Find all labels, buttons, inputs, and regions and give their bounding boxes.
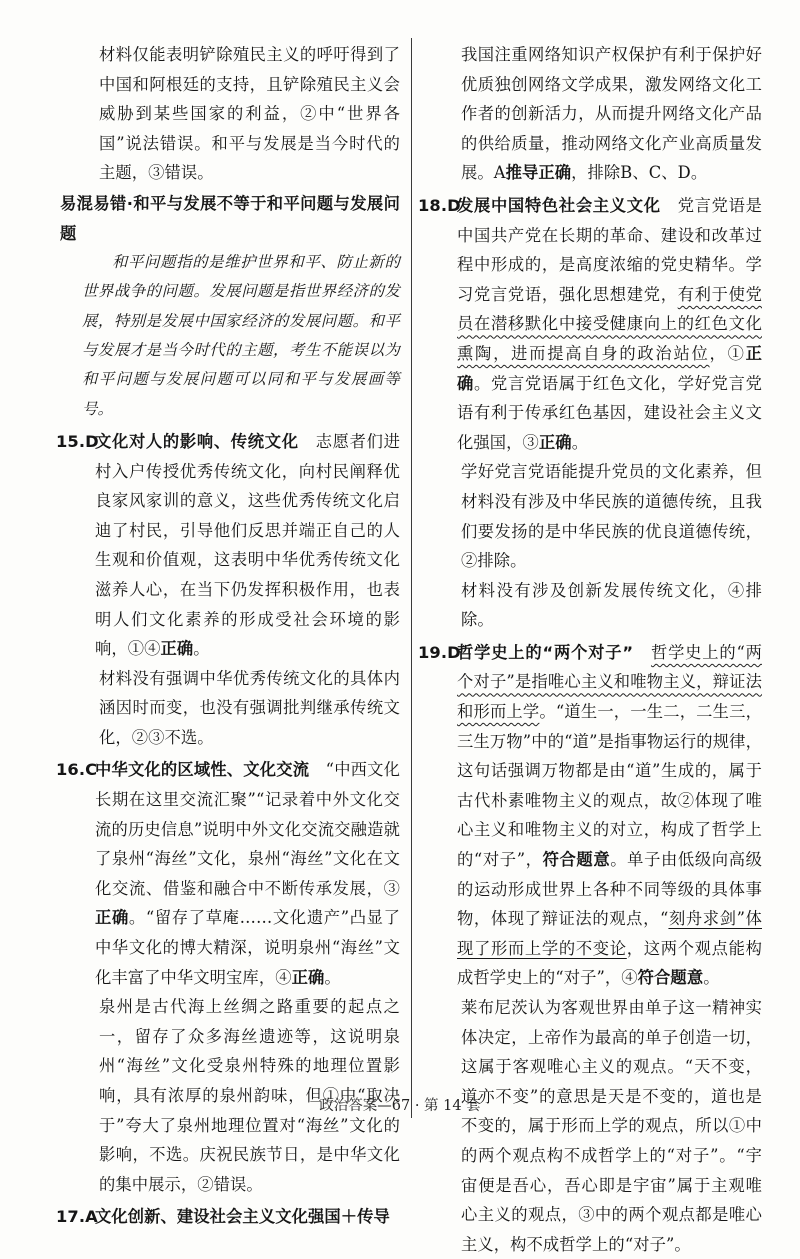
q18-number: 18.D <box>418 195 461 215</box>
q19-body <box>457 638 762 993</box>
q15-extra: 材料没有强调中华优秀传统文化的具体内涵因时而变，也没有强调批判继承传统文化，②③不选。 <box>99 668 400 747</box>
q17-cont-text: 我国注重网络知识产权保护有利于保护好优质独创网络文学成果，激发网络文化工作者的创新活力，从而提升网络文化产品的供给质量，推动网络文化产业高质量发展。A <box>461 45 762 183</box>
q16-text: “中西文化长期在这里交流汇聚”“记录着中外文化交流的历史信息”说明中外文化交流交融造就了泉州“海丝”文化，泉州“海丝”文化在文化交流、借鉴和融合中不断传承发展，③ <box>95 760 400 898</box>
q16-topic: 中华文化的区域性、文化交流 <box>95 760 310 780</box>
question-19 <box>418 638 762 993</box>
tip-box <box>60 189 400 424</box>
q19-end: 。 <box>703 968 720 988</box>
question-16 <box>56 755 400 992</box>
q14-continuation: 材料仅能表明铲除殖民主义的呼吁得到了中国和阿根廷的支持，且铲除殖民主义会威胁到某些国家的利益，②中“世界各国”说法错误。和平与发展是当今时代的主题，③错误。 <box>99 45 400 183</box>
q18-text-b: ，① <box>709 343 746 363</box>
q18-end: 。 <box>571 432 589 452</box>
question-17 <box>56 1202 400 1232</box>
question-15 <box>56 427 400 664</box>
q19-extra: 莱布尼茨认为客观世界由单子这一精神实体决定，上帝作为最高的单子创造一切，这属于客观唯心主义的观点。“天不变，道亦不变”的意思是天是不变的，道也是不变的，属于形而上学的观点，所以①中的两个观点构不成哲学上的“对子”。“宇宙便是吾心，吾心即是宇宙”属于主观唯心主义的观点，③中的两个观点都是唯心主义，构不成哲学上的“对子”。 <box>461 998 762 1254</box>
q16-verdict-1: 正确 <box>95 908 129 928</box>
q17-number: 17.A <box>56 1207 98 1227</box>
q19-mid: 。单子由低级向高级的运动形成世界上各种不同等级的具体事物，体现了辩证法的观点，“ <box>457 850 762 929</box>
q18-extra-1: 学好党言党语能提升党员的文化素养，但材料没有涉及中华民族的道德传统，且我们要发扬的是中华民族的优良道德传统，②排除。 <box>461 462 762 571</box>
q15-verdict: 正确 <box>160 639 194 659</box>
q15-end: 。 <box>193 639 210 659</box>
q19-topic: 哲学史上的“两个对子” <box>457 642 634 662</box>
q19-verdict-2: 符合题意 <box>637 968 704 988</box>
q17-topic: 文化创新、建设社会主义文化强国＋传导 <box>95 1207 390 1227</box>
q18-verdict-1: 正确 <box>457 343 762 393</box>
tip-text: 和平问题指的是维护世界和平、防止新的世界战争的问题。发展问题是指世界经济的发展，特别是发展中国家经济的发展问题。和平与发展才是当今时代的主题，考生不能误以为和平问题与发展问题可以同和平与发展画等号。 <box>82 253 400 418</box>
q15-body <box>95 427 400 664</box>
right-column <box>418 40 762 1259</box>
q17-body <box>95 1202 400 1232</box>
q19-text-a: 。“道生一，一生二，二生三，三生万物”中的“道”是指事物运行的规律，这句话强调万物都是由“道”生成的，属于古代朴素唯物主义的观点，故②体现了唯心主义和唯物主义的对立，构成了哲学上的“对子”， <box>457 702 762 870</box>
q16-extra: 泉州是古代海上丝绸之路重要的起点之一，留存了众多海丝遗迹等，这说明泉州“海丝”文化受泉州特殊的地理位置影响，具有浓厚的泉州韵味，但①中“取决于”夸大了泉州地理位置对“海丝”文化的影响，不选。庆祝民族节日，是中华文化的集中展示，②错误。 <box>99 997 400 1194</box>
q16-body <box>95 755 400 992</box>
q18-wavy-underline: 有利于使党员在潜移默化中接受健康向上的红色文化熏陶，进而提高自身的政治站位 <box>457 284 762 363</box>
q18-mid: 。党言党语属于红色文化，学好党言党语有利于传承红色基因，建设社会主义文化强国，③ <box>457 373 762 452</box>
page-footer: 政治答案—67 · 第 14 套 <box>319 1098 481 1114</box>
q18-text-a: 党言党语是中国共产党在长期的革命、建设和改革过程中形成的，是高度浓缩的党史精华。学习党言党语，强化思想建党， <box>457 195 762 304</box>
left-column <box>56 40 400 1232</box>
q19-mid-2: ，这两个观点能构成哲学史上的“对子”，④ <box>457 938 762 988</box>
q19-number: 19.D <box>418 642 461 662</box>
tip-title: 易混易错·和平与发展不等于和平问题与发展问题 <box>60 193 400 243</box>
q16-verdict-2: 正确 <box>291 967 325 987</box>
q16-end: 。 <box>324 967 341 987</box>
q16-mid: 。“留存了草庵……文化遗产”凸显了中华文化的博大精深，说明泉州“海丝”文化丰富了中华文明宝库，④ <box>95 908 400 987</box>
q19-underline: 刻舟求剑”体现了形而上学的不变论 <box>457 909 762 958</box>
q15-topic: 文化对人的影响、传统文化 <box>95 431 299 451</box>
q17-cont-end: ，排除B、C、D。 <box>571 163 708 183</box>
q18-body <box>457 191 762 457</box>
q19-verdict-1: 符合题意 <box>542 850 611 870</box>
q16-number: 16.C <box>56 760 98 780</box>
question-18 <box>418 191 762 457</box>
q18-topic: 发展中国特色社会主义文化 <box>457 195 661 215</box>
q17-verdict: 推导正确 <box>505 163 572 183</box>
q15-text: 志愿者们进村入户传授优秀传统文化，向村民阐释优良家风家训的意义，这些优秀传统文化启迪了村民，引导他们反思并端正自己的人生观和价值观，这表明中华优秀传统文化滋养人心，在当下仍发挥积极作用，也表明人们文化素养的形成受社会环境的影响，①④ <box>95 431 400 659</box>
q15-number: 15.D <box>56 431 99 451</box>
q18-verdict-2: 正确 <box>538 432 572 452</box>
q18-extra-2: 材料没有涉及创新发展传统文化，④排除。 <box>461 580 762 630</box>
column-divider <box>411 38 412 1118</box>
q19-wavy-underline: 哲学史上的“两个对子”是指唯心主义和唯物主义，辩证法和形而上学 <box>457 642 762 722</box>
q17-continuation <box>422 40 762 188</box>
